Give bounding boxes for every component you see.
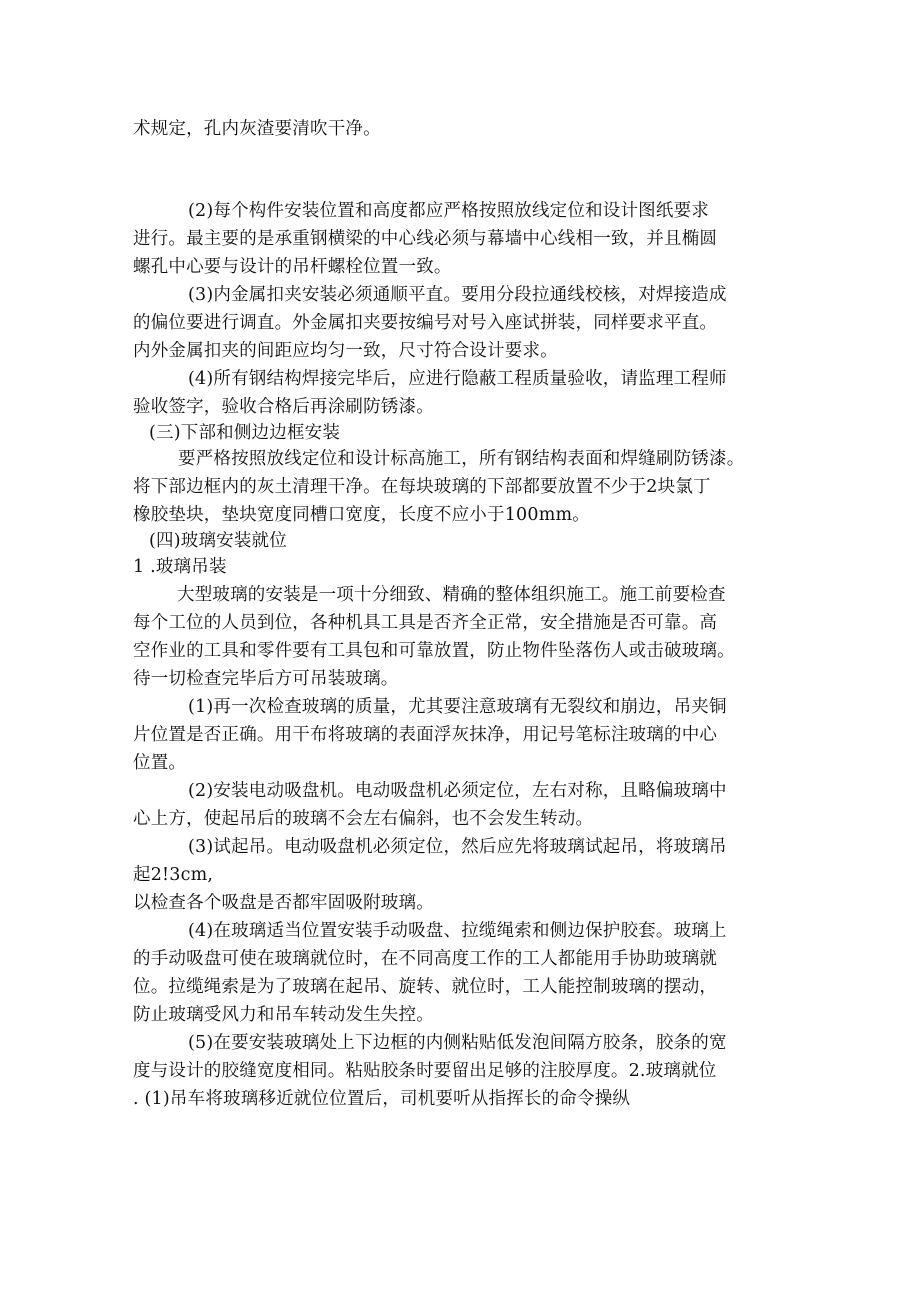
text-line: 起2!3cm, bbox=[133, 865, 214, 885]
text-line: 位置。 bbox=[133, 753, 187, 773]
text-line: 验收签字，验收合格后再涂刷防锈漆。 bbox=[133, 397, 434, 417]
section-heading: (四)玻璃安装就位 bbox=[149, 531, 287, 551]
text-line: 将下部边框内的灰土清理干净。在每块玻璃的下部都要放置不少于2块氯丁 bbox=[133, 477, 711, 497]
text-line: 螺孔中心要与设计的吊杆螺栓位置一致。 bbox=[133, 257, 452, 277]
text-line: 进行。最主要的是承重钢横梁的中心线必须与幕墙中心线相一致，并且椭圆 bbox=[133, 229, 718, 249]
text-line: (4)在玻璃适当位置安装手动吸盘、拉缆绳索和侧边保护胶套。玻璃上 bbox=[188, 921, 727, 941]
text-line: 要严格按照放线定位和设计标高施工，所有钢结构表面和焊缝刷防锈漆。 bbox=[178, 449, 745, 469]
text-line: 防止玻璃受风力和吊车转动发生失控。 bbox=[133, 1005, 434, 1025]
text-line: 内外金属扣夹的间距应均匀一致，尺寸符合设计要求。 bbox=[133, 341, 558, 361]
section-heading: (三)下部和侧边边框安装 bbox=[149, 423, 341, 443]
text-line: . (1)吊车将玻璃移近就位位置后，司机要听从指挥长的命令操纵 bbox=[133, 1089, 631, 1109]
text-line: 术规定，孔内灰渣要清吹干净。 bbox=[133, 119, 381, 139]
text-line: (3)内金属扣夹安装必须通顺平直。要用分段拉通线校核，对焊接造成 bbox=[188, 285, 727, 305]
text-line: 待一切检查完毕后方可吊装玻璃。 bbox=[133, 669, 399, 689]
text-line: (2)安装电动吸盘机。电动吸盘机必须定位，左右对称，且略偏玻璃中 bbox=[188, 781, 727, 801]
text-line: 的手动吸盘可使在玻璃就位时，在不同高度工作的工人都能用手协助玻璃就 bbox=[133, 949, 718, 969]
text-line: (2)每个构件安装位置和高度都应严格按照放线定位和设计图纸要求 bbox=[188, 201, 709, 221]
text-line: 度与设计的胶缝宽度相同。粘贴胶条时要留出足够的注胶厚度。2.玻璃就位 bbox=[133, 1061, 717, 1081]
text-line: (1)再一次检查玻璃的质量，尤其要注意玻璃有无裂纹和崩边，吊夹铜 bbox=[188, 697, 727, 717]
text-line: 以检查各个吸盘是否都牢固吸附玻璃。 bbox=[133, 893, 434, 913]
text-line: 每个工位的人员到位，各种机具工具是否齐全正常，安全措施是否可靠。高 bbox=[133, 613, 718, 633]
text-line: (4)所有钢结构焊接完毕后，应进行隐蔽工程质量验收，请监理工程师 bbox=[188, 369, 727, 389]
text-line: 空作业的工具和零件要有工具包和可靠放置，防止物件坠落伤人或击破玻璃。 bbox=[133, 641, 735, 661]
text-line: 心上方，使起吊后的玻璃不会左右偏斜，也不会发生转动。 bbox=[133, 809, 594, 829]
text-line: (3)试起吊。电动吸盘机必须定位，然后应先将玻璃试起吊，将玻璃吊 bbox=[188, 837, 727, 857]
text-line: 片位置是否正确。用干布将玻璃的表面浮灰抹净，用记号笔标注玻璃的中心 bbox=[133, 725, 718, 745]
text-line: (5)在要安装玻璃处上下边框的内侧粘贴低发泡间隔方胶条，胶条的宽 bbox=[188, 1033, 727, 1053]
text-line: 位。拉缆绳索是为了玻璃在起吊、旋转、就位时，工人能控制玻璃的摆动， bbox=[133, 977, 718, 997]
text-line: 大型玻璃的安装是一项十分细致、精确的整体组织施工。施工前要检查 bbox=[177, 585, 726, 605]
subsection-heading: 1 .玻璃吊装 bbox=[133, 557, 227, 577]
text-line: 橡胶垫块，垫块宽度同槽口宽度，长度不应小于100mm。 bbox=[133, 505, 590, 525]
text-line: 的偏位要进行调直。外金属扣夹要按编号对号入座试拼装，同样要求平直。 bbox=[133, 313, 718, 333]
